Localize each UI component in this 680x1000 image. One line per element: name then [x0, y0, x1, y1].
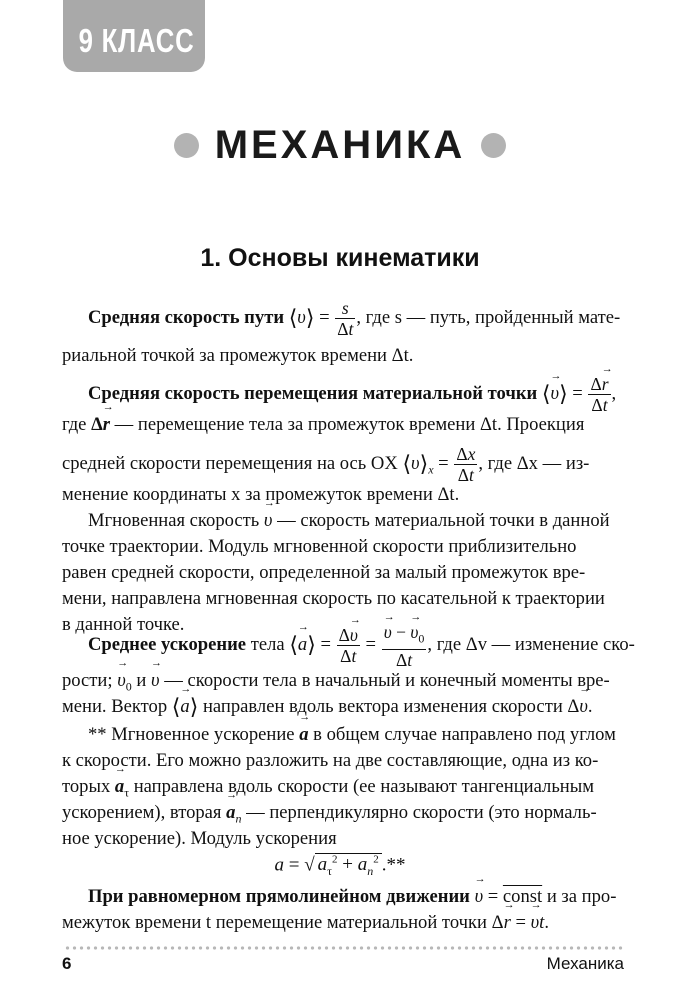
section-title — [0, 120, 680, 170]
section-title-text: МЕХАНИКА — [214, 122, 466, 167]
text-line: где Δ→ r — перемещение тела за промежуток времени Δt. Проекция — [62, 412, 584, 438]
text-line: Средняя скорость перемещения материальной точки ⟨→ υ⟩ = $\frac{\Delta\to r}{\Delta t}$ , — [88, 374, 616, 415]
text-line: ускорением), вторая → $a_n$ — перпендикулярно скорости (это нормаль- — [62, 800, 597, 832]
text-line: Мгновенная скорость → υ — скорость материальной точки в данной — [88, 508, 610, 534]
text-line: риальной точкой за промежуток времени Δt. — [62, 345, 414, 366]
text-line: При равномерном прямолинейном движении → υ = const и за про- — [88, 884, 616, 910]
bullet-dot-icon — [481, 133, 506, 158]
text-line: Среднее ускорение тела ⟨→ a⟩ = $\frac{\Delta\to \upsilon}{\Delta t}$ = → $\frac{\upsilon - \to \upsilon_0}{\Delta t}$ , где Δv — изменение ско- — [88, 622, 635, 670]
text-line: мени, направлена мгновенная скорость по касательной к траектории — [62, 588, 605, 609]
text-line: торых → $a_\tau$ направлена вдоль скорости (ее называют тангенциальным — [62, 774, 594, 806]
bullet-dot-icon — [174, 133, 199, 158]
grade-tab — [63, 0, 205, 72]
text-line: ** Мгновенное ускорение → a в общем случае направлено под углом — [88, 722, 616, 748]
formula-acceleration-modulus: a = √ $a_\tau^2 + a_n^2$ .** — [274, 854, 406, 879]
grade-tab-label: 9 КЛАСС — [78, 22, 195, 59]
text-line: средней скорости перемещения на ось OX $⟨\upsilon⟩_x$ = $\frac{\Delta x}{\Delta t}$ , где Δx — из- — [62, 444, 590, 485]
text-line: в данной точке. — [62, 614, 185, 635]
text-line: точке траектории. Модуль мгновенной скорости приблизительно — [62, 536, 577, 557]
text-line: к скорости. Его можно разложить на две составляющие, одна из ко- — [62, 750, 599, 771]
text-line: ное ускорение). Модуль ускорения — [62, 828, 337, 849]
page-number: 6 — [62, 954, 72, 973]
chapter-title: 1. Основы кинематики — [200, 244, 480, 272]
text-line: менение координаты x за промежуток времени Δt. — [62, 484, 460, 505]
footer-divider — [64, 946, 624, 950]
text-line: равен средней скорости, определенной за малый промежуток вре- — [62, 562, 586, 583]
running-title: Механика — [546, 954, 624, 973]
text-line: межуток времени t перемещение материальной точки Δ→ r = → υt. — [62, 910, 549, 936]
text-line: рости; → $\upsilon_0$ и → υ — скорости тела в начальный и конечный моменты вре- — [62, 668, 610, 700]
text-line: Средняя скорость пути ⟨υ⟩ = $\frac{s}{\Delta t}$ , где s — путь, пройденный мате- — [88, 298, 621, 339]
text-line: мени. Вектор ⟨→ a⟩ направлен вдоль вектора изменения скорости Δ→ υ. — [62, 694, 593, 721]
